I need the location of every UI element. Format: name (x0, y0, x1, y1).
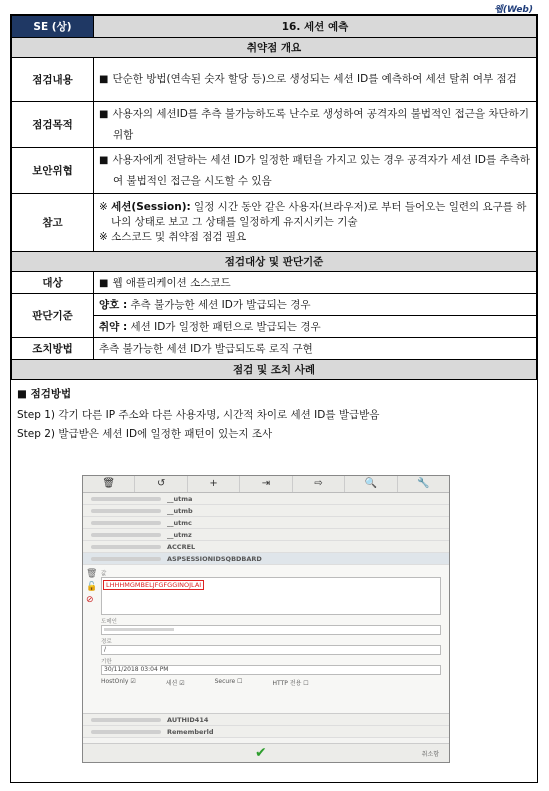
session-flag[interactable]: 세션 ☑ (165, 680, 185, 687)
judge-label: 판단기준 (12, 294, 94, 338)
expiry-field[interactable]: 30/11/2018 03:04 PM (101, 665, 441, 675)
path-field[interactable]: / (101, 645, 441, 655)
export-icon[interactable]: ⇨ (293, 476, 345, 492)
bad-label: 취약 : (99, 321, 128, 333)
target-text: 웹 애플리케이션 소스코드 (112, 277, 231, 289)
confirm-check-icon[interactable]: ✔ (255, 745, 267, 761)
content-text: 단순한 방법(연속된 숫자 할당 등)으로 생성되는 세션 ID를 예측하여 세션 탈취 여부 점검 (112, 73, 517, 85)
cookie-row-selected[interactable]: ASPSESSIONIDSQBDBARD (83, 553, 449, 565)
cookie-row[interactable]: ACCREL (83, 541, 449, 553)
hostonly-flag[interactable]: HostOnly ☑ (101, 678, 136, 685)
bad-text: 세션 ID가 일정한 패턴으로 발급되는 경우 (130, 321, 321, 333)
cookie-editor-screenshot (82, 475, 450, 763)
cookie-detail (83, 565, 449, 714)
action-label: 조치방법 (12, 338, 94, 360)
reference-label: 참고 (12, 194, 94, 252)
square-bullet-icon: ■ (99, 109, 109, 120)
undo-icon[interactable]: ↺ (135, 476, 187, 492)
section-vuln-overview: 취약점 개요 (12, 38, 537, 58)
step-2: Step 2) 발급받은 세션 ID에 일정한 패턴이 있는지 조사 (17, 428, 273, 440)
cookie-footer (83, 743, 449, 762)
good-text: 추측 불가능한 세션 ID가 발급되는 경우 (130, 299, 311, 311)
square-bullet-icon: ■ (99, 155, 109, 166)
square-bullet-icon: ■ (99, 278, 109, 289)
domain-field[interactable] (101, 625, 441, 635)
action-text: 추측 불가능한 세션 ID가 발급되도록 로직 구현 (94, 338, 537, 360)
cookie-row[interactable]: __utma (83, 493, 449, 505)
session-id-value: LHHHMGMBELJFGFGGINOJLAI (103, 580, 204, 590)
path-label: 경로 (101, 639, 112, 645)
section-criteria: 점검대상 및 판단기준 (12, 252, 537, 272)
expiry-label: 기한 (101, 659, 112, 665)
purpose-text: 사용자의 세션ID를 추측 불가능하도록 난수로 생성하여 공격자의 불법적인 접근을 차단하기 위함 (112, 108, 529, 141)
target-label: 대상 (12, 272, 94, 294)
category-badge: SE (상) (12, 16, 94, 38)
session-term: 세션(Session): (111, 201, 191, 213)
purpose-label: 점검목적 (12, 102, 94, 148)
method-title: 점검방법 (30, 388, 72, 400)
domain-label: 도메인 (101, 619, 117, 625)
search-icon[interactable]: 🔍 (345, 476, 397, 492)
square-bullet-icon: ■ (99, 74, 109, 85)
square-bullet-icon: ■ (17, 388, 31, 400)
delete-icon[interactable]: 🗑 (83, 476, 135, 492)
cookie-row[interactable]: __utmz (83, 529, 449, 541)
value-label: 값 (101, 571, 107, 577)
threat-label: 보안위협 (12, 148, 94, 194)
content-label: 점검내용 (12, 58, 94, 102)
page-title: 16. 세션 예측 (94, 16, 537, 38)
cookie-row[interactable]: __utmb (83, 505, 449, 517)
cancel-button[interactable]: 취소함 (421, 751, 439, 758)
session-definition: 일정 시간 동안 같은 사용자(브라우저)로 부터 들어오는 일련의 요구를 하나의 상태로 보고 그 상태를 일정하게 유지시키는 기술 (111, 201, 527, 228)
method-section (11, 380, 537, 444)
httponly-flag[interactable]: HTTP 전용 ☐ (272, 680, 309, 687)
secure-flag[interactable]: Secure ☐ (214, 678, 243, 685)
web-tag: 웹(Web) (494, 5, 533, 15)
step-1: Step 1) 각기 다른 IP 주소와 다른 사용자명, 시간적 차이로 세션 ID를 발급받음 (17, 409, 380, 421)
cookie-row[interactable]: __utmc (83, 517, 449, 529)
security-check-table: SE (상) 16. 세션 예측 취약점 개요 점검내용 ■ 단순한 방법(연속된 숫자 할당 등)으로 생성되는 세션 ID를 예측하여 세션 탈취 여부 점검 점검목적 ■ 사용자의 세션ID를 추측 불가능하도록 난수로 생성하여 공격자의 불법적인 접근을 차단하기 위함 보안위협 ■ 사용자에게 전달하는 세션 ID가 일정한 패턴을 가지고 있는 경우 공격자가 세션 ID를 추측하여 불법적인 접근을 시도할 수 있음 참고 ※ 세션(Session): 일정 시간 동안 같은 사용자(브라우저)로 부터 들어오는 일련의 요구를 하나의 상태로 보고 그 상태를 일정하게 유지시키는 기술 ※ 소스코드 및 취약점 점검 필요 점검대상 및 판단기준 대상 ■ 웹 애플리케이션 소스코드 판단기준 양호 : 추측 불가능한 세션 ID가 발급되는 경우 취약 : 세션 ID가 일정한 패턴으로 발급되는 경우 조치방법 추측 불가능한 세션 ID가 발급되도록 로직 구현 점검 및 조치 사례 (11, 15, 537, 380)
cookie-row[interactable]: AUTHID414 (83, 714, 449, 726)
value-field[interactable] (101, 577, 441, 615)
trash-icon[interactable]: 🗑 (86, 569, 98, 579)
lock-icon[interactable]: 🔓 (86, 582, 98, 592)
settings-icon[interactable]: 🔧 (417, 478, 430, 489)
block-icon[interactable]: ⊘ (86, 595, 94, 605)
cookie-row[interactable]: Rememberld (83, 726, 449, 738)
threat-text: 사용자에게 전달하는 세션 ID가 일정한 패턴을 가지고 있는 경우 공격자가 세션 ID를 추측하여 불법적인 접근을 시도할 수 있음 (112, 154, 530, 187)
import-icon[interactable]: ⇥ (240, 476, 292, 492)
good-label: 양호 : (99, 299, 128, 311)
reference-note: ※ 소스코드 및 취약점 점검 필요 (99, 231, 247, 243)
cookie-flags (101, 678, 441, 687)
section-cases: 점검 및 조치 사례 (12, 360, 537, 380)
cookie-toolbar (83, 476, 449, 493)
add-icon[interactable]: + (188, 476, 240, 492)
